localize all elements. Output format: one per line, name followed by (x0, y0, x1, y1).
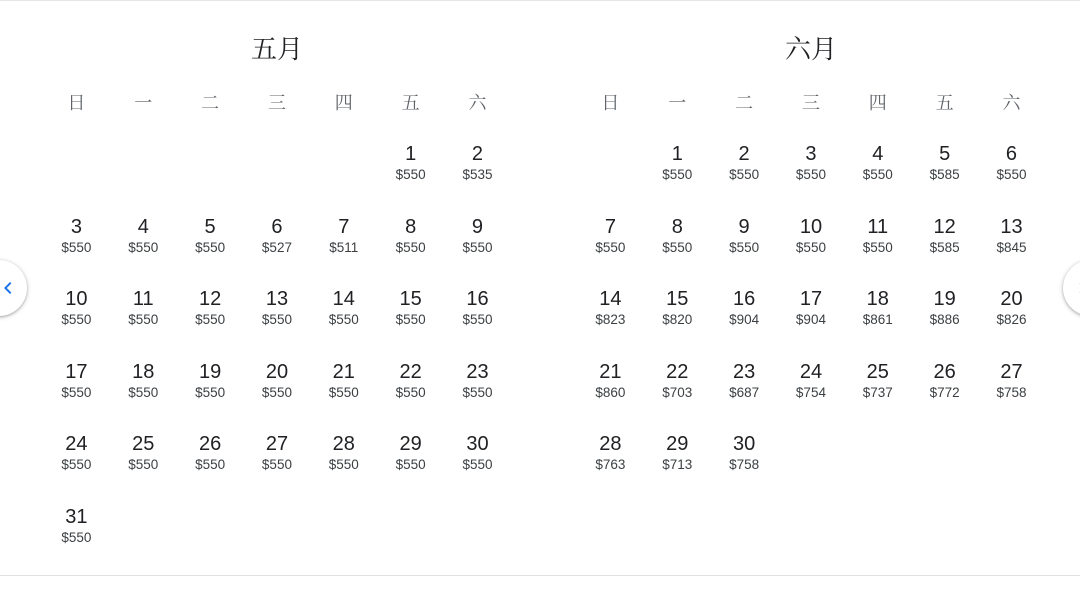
day-price: $550 (729, 167, 760, 182)
day-price: $550 (996, 167, 1027, 182)
day-price: $550 (61, 384, 92, 400)
day-cell[interactable] (444, 430, 511, 503)
day-price: $550 (462, 457, 493, 472)
day-price: $550 (795, 239, 826, 255)
day-cell[interactable] (377, 140, 444, 213)
weekday-sunday: 日 (67, 93, 86, 114)
day-cell[interactable] (43, 430, 110, 503)
day-price: $550 (395, 239, 426, 255)
day-price: $826 (996, 312, 1027, 327)
day-price: $550 (462, 239, 493, 255)
day-price: $758 (729, 457, 760, 472)
day-cell[interactable] (644, 140, 711, 213)
day-number: 23 (732, 360, 756, 383)
day-number: 27 (265, 433, 289, 455)
day-grid (577, 140, 1045, 503)
day-price: $550 (61, 312, 92, 327)
day-number: 28 (332, 433, 355, 455)
day-number: 5 (204, 215, 216, 238)
day-number: 29 (666, 433, 689, 455)
day-cell[interactable] (110, 213, 177, 286)
day-number: 26 (933, 360, 956, 383)
day-cell[interactable] (844, 358, 911, 431)
day-number: 18 (866, 288, 889, 310)
weekday-saturday: 六 (468, 93, 487, 114)
day-cell[interactable] (978, 285, 1045, 358)
bottom-divider (0, 575, 1080, 576)
day-number: 11 (132, 288, 154, 310)
day-number: 8 (671, 215, 683, 238)
day-number: 19 (933, 288, 956, 310)
day-cell[interactable] (244, 358, 311, 431)
day-number: 15 (399, 288, 422, 310)
day-price: $550 (261, 457, 292, 472)
day-price: $550 (61, 457, 92, 472)
day-number: 21 (332, 360, 355, 383)
day-cell[interactable] (444, 358, 511, 431)
day-cell[interactable] (177, 213, 244, 286)
day-cell[interactable] (978, 358, 1045, 431)
day-price: $550 (61, 239, 92, 255)
day-price: $737 (862, 384, 893, 400)
empty-day-cell (310, 140, 377, 213)
weekday-friday: 五 (935, 93, 954, 114)
day-cell[interactable] (577, 358, 644, 431)
day-cell[interactable] (310, 285, 377, 358)
day-price: $550 (328, 312, 359, 327)
day-price: $713 (662, 457, 693, 472)
day-number: 12 (198, 288, 222, 310)
day-cell[interactable] (377, 358, 444, 431)
day-cell[interactable] (244, 285, 311, 358)
day-price: $860 (595, 384, 626, 400)
day-cell[interactable] (43, 358, 110, 431)
day-number: 14 (332, 288, 355, 310)
day-price: $703 (662, 384, 693, 400)
day-number: 25 (866, 360, 889, 383)
day-cell[interactable] (110, 285, 177, 358)
day-number: 24 (65, 433, 88, 455)
weekday-wednesday: 三 (801, 93, 820, 114)
day-number: 7 (604, 215, 616, 238)
day-cell[interactable] (244, 213, 311, 286)
day-price: $754 (795, 384, 826, 400)
top-divider (0, 0, 1080, 1)
weekday-monday: 一 (134, 93, 153, 114)
day-cell[interactable] (377, 213, 444, 286)
empty-day-cell (577, 140, 644, 213)
day-number: 11 (867, 215, 889, 238)
day-cell[interactable] (244, 430, 311, 503)
day-cell[interactable] (711, 285, 778, 358)
weekday-monday: 一 (668, 93, 687, 114)
day-cell[interactable] (844, 140, 911, 213)
day-cell[interactable] (778, 213, 845, 286)
day-price: $550 (395, 167, 426, 182)
day-number: 21 (599, 360, 622, 383)
day-price: $585 (929, 167, 960, 182)
day-number: 30 (466, 433, 489, 455)
month-title: 六月 (784, 35, 837, 65)
day-cell[interactable] (577, 430, 644, 503)
day-number: 16 (732, 288, 756, 310)
day-number: 13 (1000, 215, 1023, 238)
day-number: 6 (271, 215, 283, 238)
day-cell[interactable] (778, 285, 845, 358)
day-number: 22 (399, 360, 422, 383)
day-cell[interactable] (711, 430, 778, 503)
empty-day-cell (43, 140, 110, 213)
empty-day-cell (177, 140, 244, 213)
day-number: 18 (132, 360, 155, 383)
day-cell[interactable] (644, 285, 711, 358)
day-cell[interactable] (711, 358, 778, 431)
day-number: 9 (738, 215, 750, 238)
day-cell[interactable] (43, 285, 110, 358)
day-number: 12 (933, 215, 956, 238)
day-number: 22 (666, 360, 689, 383)
weekday-header (43, 91, 511, 117)
day-price: $550 (261, 312, 292, 327)
day-price: $550 (862, 239, 893, 255)
weekday-header (577, 91, 1045, 117)
day-price: $550 (128, 312, 159, 327)
day-number: 25 (132, 433, 155, 455)
day-cell[interactable] (644, 358, 711, 431)
day-number: 6 (1005, 143, 1018, 165)
day-price: $550 (195, 384, 226, 400)
day-price: $550 (128, 239, 159, 255)
day-price: $820 (662, 312, 693, 327)
day-cell[interactable] (444, 285, 511, 358)
day-number: 15 (666, 288, 689, 310)
day-cell[interactable] (711, 140, 778, 213)
day-number: 7 (338, 215, 350, 238)
day-price: $904 (795, 312, 826, 327)
empty-day-cell (110, 140, 177, 213)
day-cell[interactable] (778, 358, 845, 431)
day-price: $550 (61, 529, 92, 545)
day-number: 27 (1000, 360, 1023, 383)
day-price: $886 (929, 312, 960, 327)
day-number: 14 (599, 288, 622, 310)
day-cell[interactable] (644, 430, 711, 503)
day-number: 19 (198, 360, 222, 383)
month-title: 五月 (250, 35, 303, 65)
weekday-saturday: 六 (1002, 93, 1021, 114)
day-number: 30 (732, 433, 756, 455)
day-price: $550 (128, 457, 159, 472)
day-price: $550 (195, 312, 226, 327)
day-cell[interactable] (310, 358, 377, 431)
day-cell[interactable] (177, 430, 244, 503)
day-number: 17 (799, 288, 823, 310)
day-cell[interactable] (778, 140, 845, 213)
day-number: 16 (466, 288, 489, 310)
day-cell[interactable] (377, 285, 444, 358)
day-number: 4 (137, 215, 149, 238)
day-number: 3 (70, 215, 82, 238)
chevron-left-icon (0, 276, 20, 300)
day-cell[interactable] (844, 213, 911, 286)
day-number: 24 (799, 360, 823, 383)
weekday-sunday: 日 (601, 93, 620, 114)
day-cell[interactable] (911, 285, 978, 358)
day-cell[interactable] (444, 213, 511, 286)
day-cell[interactable] (978, 140, 1045, 213)
day-number: 1 (671, 143, 683, 165)
day-number: 13 (265, 288, 289, 310)
day-cell[interactable] (43, 503, 110, 576)
day-cell[interactable] (310, 430, 377, 503)
day-price: $585 (929, 239, 960, 255)
day-number: 28 (599, 433, 622, 455)
day-cell[interactable] (711, 213, 778, 286)
day-number: 10 (65, 288, 88, 310)
day-price: $550 (862, 167, 893, 182)
day-number: 1 (405, 143, 417, 165)
day-number: 26 (198, 433, 222, 455)
day-price: $772 (929, 384, 960, 400)
weekday-friday: 五 (401, 93, 420, 114)
day-cell[interactable] (43, 213, 110, 286)
day-price: $511 (329, 239, 359, 255)
day-price: $550 (395, 457, 426, 472)
day-price: $687 (729, 384, 760, 400)
day-number: 9 (471, 215, 484, 238)
day-cell[interactable] (444, 140, 511, 213)
day-price: $550 (462, 384, 493, 400)
weekday-tuesday: 二 (735, 93, 754, 114)
day-price: $550 (795, 167, 826, 182)
day-cell[interactable] (110, 358, 177, 431)
day-price: $845 (996, 239, 1027, 255)
day-grid (43, 140, 511, 575)
day-cell[interactable] (978, 213, 1045, 286)
day-number: 20 (265, 360, 289, 383)
day-price: $550 (195, 457, 226, 472)
weekday-thursday: 四 (868, 93, 887, 114)
day-cell[interactable] (377, 430, 444, 503)
day-price: $823 (595, 312, 626, 327)
day-number: 2 (471, 143, 484, 165)
day-cell[interactable] (177, 358, 244, 431)
day-number: 10 (799, 215, 823, 238)
day-price: $861 (862, 312, 893, 327)
weekday-thursday: 四 (334, 93, 353, 114)
day-cell[interactable] (911, 140, 978, 213)
day-cell[interactable] (177, 285, 244, 358)
day-cell[interactable] (844, 285, 911, 358)
day-price: $904 (729, 312, 760, 327)
day-price: $550 (662, 167, 693, 182)
day-price: $550 (328, 457, 359, 472)
day-price: $535 (462, 167, 493, 182)
day-price: $550 (662, 239, 693, 255)
day-cell[interactable] (911, 213, 978, 286)
day-cell[interactable] (310, 213, 377, 286)
day-price: $550 (462, 312, 493, 327)
day-cell[interactable] (577, 213, 644, 286)
weekday-wednesday: 三 (267, 93, 286, 114)
day-number: 29 (399, 433, 422, 455)
day-cell[interactable] (110, 430, 177, 503)
day-price: $550 (395, 312, 426, 327)
day-price: $550 (128, 384, 159, 400)
day-cell[interactable] (577, 285, 644, 358)
day-price: $763 (595, 457, 626, 472)
day-number: 2 (738, 143, 750, 165)
empty-day-cell (244, 140, 311, 213)
day-price: $550 (261, 384, 292, 400)
day-number: 20 (1000, 288, 1023, 310)
day-number: 31 (65, 505, 88, 528)
chevron-right-icon (1071, 276, 1080, 300)
previous-month-button[interactable] (0, 260, 27, 316)
day-price: $527 (261, 239, 292, 255)
next-month-button[interactable] (1063, 260, 1080, 316)
day-price: $550 (328, 384, 359, 400)
day-price: $550 (595, 239, 626, 255)
day-price: $758 (996, 384, 1027, 400)
weekday-tuesday: 二 (201, 93, 220, 114)
day-number: 4 (872, 143, 884, 165)
day-number: 23 (466, 360, 489, 383)
day-number: 5 (939, 143, 951, 165)
day-cell[interactable] (644, 213, 711, 286)
day-number: 8 (405, 215, 417, 238)
day-number: 17 (65, 360, 88, 383)
day-price: $550 (395, 384, 426, 400)
day-number: 3 (805, 143, 817, 165)
day-price: $550 (195, 239, 226, 255)
day-price: $550 (729, 239, 760, 255)
day-cell[interactable] (911, 358, 978, 431)
